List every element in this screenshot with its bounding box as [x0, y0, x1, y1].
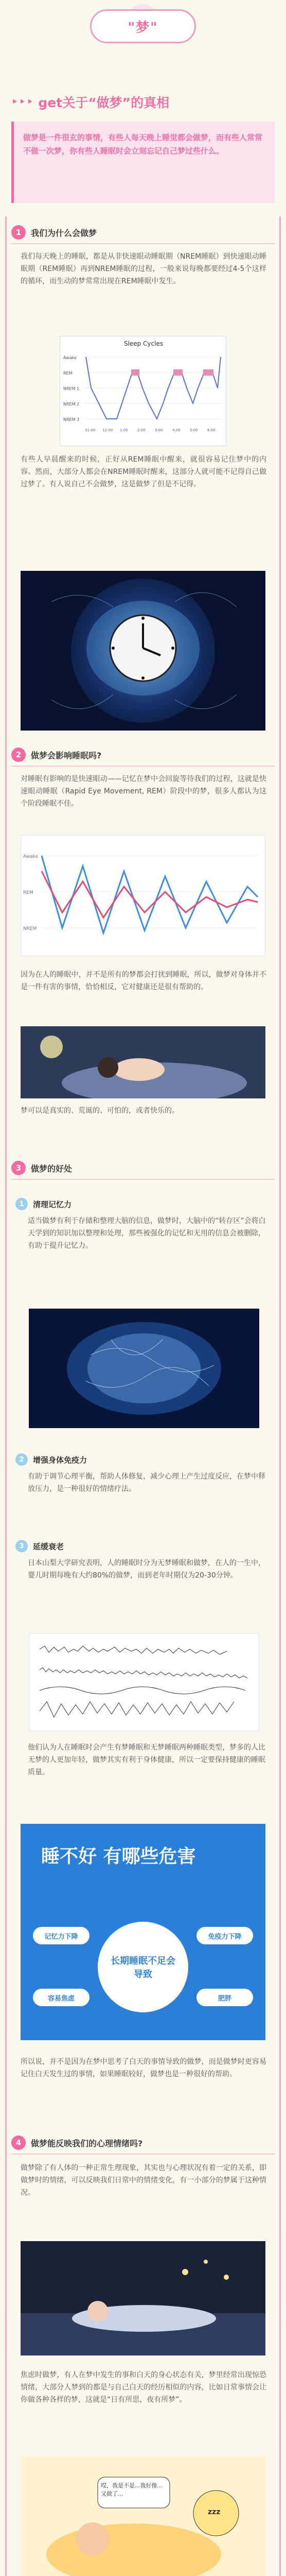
section-1-title: 我们为什么会做梦 — [31, 228, 97, 238]
brain-neurons-svg — [29, 1309, 259, 1428]
section-4-paragraph-2: 焦虑时做梦，有人在梦中发生的事和白天的身心状态有关，梦里经常出现惊恐情绪，大部分人梦到的都是与自己白天的经历相似的内容，比如日常事情会让你做各种各样的梦，这就是“日有所思，夜有所梦”。 — [21, 2371, 266, 2404]
section-1-divider — [11, 243, 275, 244]
section-1-after: 有些人早晨醒来的时候，正好从REM睡眠中醒来，就很容易记住梦中的内容。然而，大部分人都会在NREM睡眠时醒来，这部分人就可能不记得自己做过梦了。有人说自己不会做梦，这是做梦了但是不记得。 — [21, 455, 266, 488]
intro-box: 做梦是一件很玄的事情，有些人每天晚上睡觉都会做梦，而有些人常常不做一次梦，你有些人睡眠时会立刻忘记自己梦过些什么。 — [11, 122, 275, 203]
section-3-divider — [11, 1179, 275, 1180]
chart-label-nrem3: NREM 3 — [63, 417, 80, 422]
rem-block-3 — [203, 369, 213, 376]
section-2-after: 因为在人的睡眠中，并不是所有的梦都会打扰到睡眠，所以，做梦对身体并不是一件有害的事情，恰恰相反，它对健康还是很有帮助的。 — [21, 971, 266, 991]
frame-right-line — [279, 216, 281, 2576]
section-2-paragraph: 对睡眠有影响的是快速眼动——记忆在梦中会回旋等待我们的过程，这就是快速眼动睡眠（Rapid Eye Movement, REM）阶段中的梦，很多人都认为这个阶段睡眠不佳。 — [21, 775, 266, 808]
eeg-chart — [29, 1633, 259, 1731]
section-2-title: 做梦会影响睡眠吗? — [31, 750, 102, 760]
wave-label-nrem: NREM — [23, 926, 37, 931]
section-1-header — [11, 224, 275, 241]
chart-xtick-3: 2:00 — [137, 428, 146, 432]
sleep-cycles-svg — [60, 336, 227, 447]
wave-line-red — [42, 871, 258, 918]
benefit-3-title: 延缓衰老 — [33, 1541, 64, 1551]
comic-illustration — [21, 2456, 265, 2576]
benefit-3-header — [15, 1537, 267, 1555]
poster-item-2: 免疫力下降 — [196, 1927, 253, 1944]
section-4-paragraph-1: 做梦除了有人体的一种正常生理现象，其实也与心理状况有着一定的关系，即做梦时的情绪，可以反映我们日常中的情绪变化，有一小部分的梦属于这种情况。 — [21, 2164, 266, 2197]
night-dream-svg — [21, 2241, 265, 2355]
section-1-paragraph: 我们每天晚上的睡眠，都是从非快速眼动睡眠期（NREM睡眠）到快速眼动睡眠期（REM睡眠）再到NREM睡眠的过程，一般来说每晚都要经过4-5个这样的循环，而生动的梦常常出现在REM睡眠中发生。 — [21, 252, 266, 285]
comic-speech-text: 哎，我是不是...我好像...又做了... — [101, 2482, 163, 2497]
benefit-2-title: 增强身体免疫力 — [33, 1455, 87, 1465]
eeg-svg — [29, 1634, 260, 1732]
chart-xtick-2: 1:00 — [120, 428, 128, 432]
chart-xtick-7: 6:00 — [207, 428, 216, 432]
chart-title: Sleep Cycles — [123, 340, 164, 347]
section-2-header — [11, 746, 275, 764]
rem-block-1 — [131, 369, 139, 376]
section-3-title: 做梦的好处 — [31, 1163, 73, 1174]
poster-item-3: 容易焦虑 — [33, 1989, 90, 2006]
rem-wave-chart — [21, 835, 265, 956]
section-3-number: 3 — [11, 1161, 26, 1175]
comic-zzz-text: zzz — [208, 2508, 221, 2516]
section-1-number: 1 — [11, 225, 26, 240]
benefit-3-number: 3 — [15, 1540, 28, 1552]
benefit-1-header — [15, 1195, 267, 1213]
benefit-1-text: 适当做梦有利于存储和整理大脑的信息，做梦时，大脑中的“转存区”会将白天学到的知识加以整理和处理，那些被强化的记忆和无用的信息会被删除，有助于提升记忆力。 — [28, 1217, 266, 1250]
dreaming-photo — [21, 1026, 265, 1098]
header-banner-title: "梦" — [128, 20, 158, 36]
brain-neurons-image — [29, 1309, 259, 1428]
header-banner — [90, 9, 196, 43]
chart-xtick-1: 12:00 — [102, 428, 113, 432]
chart-label-awake: Awake — [63, 355, 77, 360]
poster-item-4: 肥胖 — [196, 1989, 253, 2006]
night-dream-photo — [21, 2241, 265, 2355]
poster-title: 睡不好 有哪些危害 — [41, 1846, 196, 1867]
chart-label-rem: REM — [63, 371, 73, 376]
benefit-2-header — [15, 1451, 267, 1468]
brain-clock-svg — [21, 571, 265, 731]
section-3-header — [11, 1159, 275, 1177]
section-2-note: 梦可以是真实的、荒诞的、可怕的，或者快乐的。 — [21, 1107, 179, 1115]
dreaming-photo-svg — [21, 1026, 265, 1098]
section-4-number: 4 — [11, 2136, 26, 2150]
chart-xtick-0: 11:00 — [85, 428, 96, 432]
wave-label-awake: Awake — [23, 854, 39, 859]
sleep-harm-poster — [21, 1824, 265, 2040]
benefit-2-number: 2 — [15, 1453, 28, 1466]
chart-xtick-4: 3:00 — [155, 428, 163, 432]
benefit-3-text: 日本山梨大学研究表明，人的睡眠时分为无梦睡眠和做梦，在人的一生中，婴儿时期每晚有大约80%的做梦，而到老年时期仅为20-30分钟。 — [28, 1559, 265, 1580]
benefit-1-title: 清理记忆力 — [33, 1199, 72, 1209]
chart-xtick-6: 5:00 — [190, 428, 198, 432]
section-4-title: 做梦能反映我们的心理情绪吗? — [31, 2138, 143, 2148]
page-title-row — [11, 92, 279, 112]
section-4-divider — [11, 2154, 275, 2155]
summary-text: 所以说，并不是因为在梦中思考了白天的事情导致的做梦，而是做梦时更容易记住白天发生过的事情，如果睡眠较好，做梦也是一种很好的帮助。 — [21, 2058, 266, 2078]
section-2-number: 2 — [11, 748, 26, 762]
frame-left-line — [5, 216, 7, 2576]
chart-label-nrem1: NREM 1 — [63, 386, 80, 391]
poster-item-1: 记忆力下降 — [33, 1927, 90, 1944]
title-arrow-icon: ⯈⯈⯈ — [11, 97, 34, 107]
rem-block-2 — [173, 369, 183, 376]
section-2-divider — [11, 766, 275, 767]
comic-svg — [21, 2456, 265, 2576]
wave-label-rem: REM — [23, 890, 33, 895]
benefit-1-number: 1 — [15, 1198, 28, 1210]
section-4-header — [11, 2134, 275, 2151]
brain-clock-illustration — [21, 571, 265, 731]
benefit-3-after: 他们认为人在睡眠时会产生有梦睡眠和无梦睡眠两种睡眠类型，梦多的人比无梦的人更加年轻，做梦其实有利于身体健康，所以一定要保持健康的睡眠质量。 — [28, 1743, 265, 1776]
benefit-2-text: 有助于调节心理平衡，帮助人体修复，减少心理上产生过度反应，在梦中释放压力，是一种很好的情绪疗法。 — [28, 1472, 265, 1493]
rem-wave-svg — [21, 835, 266, 957]
chart-label-nrem2: NREM 2 — [63, 402, 80, 406]
poster-center-circle: 长期睡眠不足会导致 — [98, 1922, 188, 2012]
page-title: get关于“做梦”的真相 — [38, 95, 170, 110]
sleep-cycles-chart — [60, 336, 226, 446]
chart-xtick-5: 4:00 — [172, 428, 181, 432]
